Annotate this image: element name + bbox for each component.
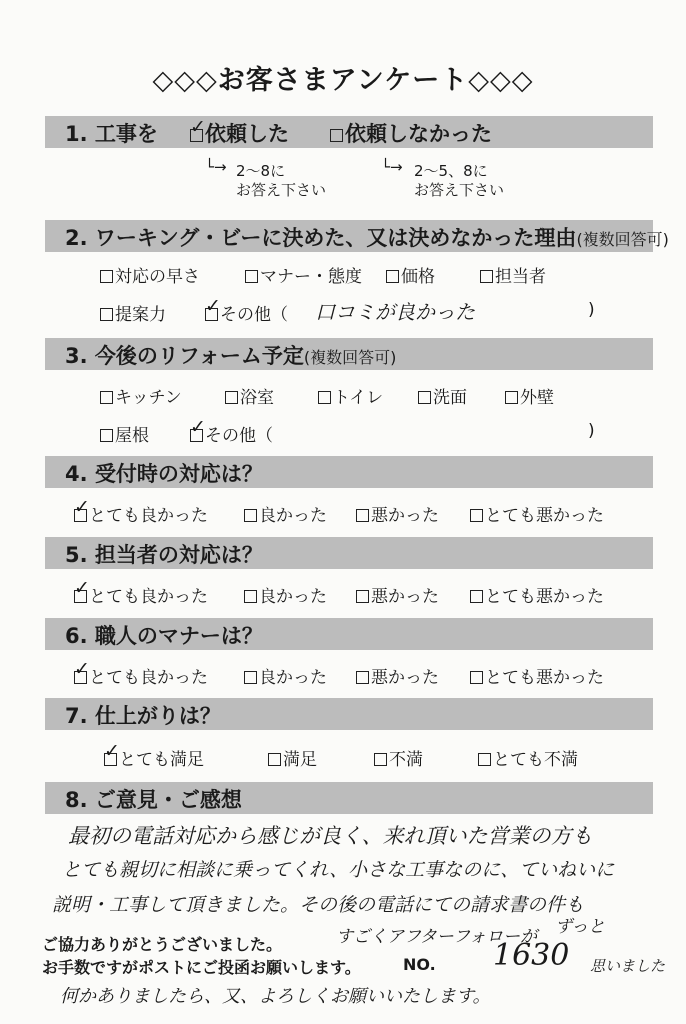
- page-title: ◇◇◇お客さまアンケート◇◇◇: [152, 65, 534, 96]
- q7-options: [0, 740, 686, 770]
- q2-options: [0, 262, 686, 332]
- q1-sub2: 2〜5、8に お答え下さい: [414, 162, 505, 199]
- q6-bar: [45, 618, 653, 650]
- q4-option-very-good[interactable]: ✓ とても良かった: [74, 496, 208, 526]
- q3-options: [0, 383, 686, 446]
- comment-line-1: 最初の電話対応から感じが良く、来れ頂いた営業の方も: [68, 824, 593, 848]
- footer-request: お手数ですがポストにご投函お願いします。: [42, 958, 361, 977]
- comment-line-4b: ずっと: [555, 917, 605, 937]
- q6-option[interactable]: 悪かった: [356, 663, 439, 688]
- checkbox[interactable]: [386, 270, 399, 283]
- q2-option-other[interactable]: ✓ その他（: [205, 295, 288, 325]
- q2-handwritten: 口コミが良かった: [315, 300, 475, 324]
- checkbox[interactable]: [356, 590, 369, 603]
- checkbox[interactable]: [478, 753, 491, 766]
- q2-bar: [45, 220, 669, 252]
- checkbox[interactable]: [356, 509, 369, 522]
- q1-option-requested[interactable]: ✓ 依頼した: [190, 116, 289, 146]
- checkbox[interactable]: [470, 671, 483, 684]
- checkbox[interactable]: [244, 671, 257, 684]
- checkbox-checked[interactable]: [74, 496, 90, 522]
- arrow-icon: └→: [205, 158, 227, 176]
- checkbox-checked[interactable]: [74, 658, 90, 684]
- checkbox[interactable]: [225, 391, 238, 404]
- checkbox-checked[interactable]: [190, 116, 206, 142]
- q3-option[interactable]: トイレ: [318, 383, 383, 408]
- q6-option-very-good[interactable]: ✓ とても良かった: [74, 658, 208, 688]
- q4-option[interactable]: とても悪かった: [470, 501, 604, 526]
- q4-options: [0, 496, 686, 526]
- q2-label: 2. ワーキング・ビーに決めた、又は決めなかった理由(複数回答可): [65, 226, 669, 250]
- checkbox[interactable]: [505, 391, 518, 404]
- q7-label: 7. 仕上がりは？: [65, 704, 221, 728]
- q3-option[interactable]: キッチン: [100, 383, 182, 408]
- checkbox-checked[interactable]: [104, 740, 120, 766]
- check-mark-icon: ✓: [74, 577, 90, 599]
- checkbox-checked[interactable]: [74, 577, 90, 603]
- q5-bar: [45, 537, 653, 569]
- q5-option[interactable]: 良かった: [244, 582, 327, 607]
- close-paren: ): [588, 421, 595, 441]
- q8-bar: [45, 782, 653, 814]
- comment-line-5: 思いました: [590, 957, 666, 975]
- checkbox[interactable]: [480, 270, 493, 283]
- checkbox[interactable]: [100, 391, 113, 404]
- q2-option[interactable]: 提案力: [100, 300, 166, 325]
- checkbox-checked[interactable]: [190, 416, 206, 442]
- q3-label: 3. 今後のリフォーム予定(複数回答可): [65, 344, 397, 368]
- q6-label: 6. 職人のマナーは？: [65, 624, 263, 648]
- checkbox[interactable]: [356, 671, 369, 684]
- q4-bar: [45, 456, 653, 488]
- q2-option[interactable]: マナー・態度: [245, 262, 362, 287]
- footer-thanks: ご協力ありがとうございました。: [42, 935, 283, 954]
- q3-bar: [45, 338, 653, 370]
- check-mark-icon: ✓: [104, 740, 120, 762]
- q7-option[interactable]: 不満: [374, 745, 423, 770]
- checkbox[interactable]: [470, 509, 483, 522]
- close-paren: ): [588, 300, 595, 320]
- comment-line-2: とても親切に相談に乗ってくれ、小さな工事なのに、ていねいに: [62, 859, 615, 881]
- q3-option[interactable]: 屋根: [100, 421, 149, 446]
- q2-option[interactable]: 担当者: [480, 262, 546, 287]
- checkbox[interactable]: [100, 270, 113, 283]
- q3-option[interactable]: 外壁: [505, 383, 554, 408]
- q2-option[interactable]: 対応の早さ: [100, 262, 200, 287]
- check-mark-icon: ✓: [190, 116, 206, 138]
- q3-option[interactable]: 洗面: [418, 383, 467, 408]
- checkbox[interactable]: [244, 590, 257, 603]
- q3-option[interactable]: 浴室: [225, 383, 274, 408]
- q7-bar: [45, 698, 653, 730]
- footer-no-label: NO.: [403, 955, 436, 974]
- checkbox-checked[interactable]: [205, 295, 221, 321]
- comment-line-6: 何かありましたら、又、よろしくお願いいたします。: [60, 986, 491, 1007]
- check-mark-icon: ✓: [74, 658, 90, 680]
- q4-option[interactable]: 良かった: [244, 501, 327, 526]
- q1-label: 1. 工事を: [65, 122, 158, 146]
- checkbox[interactable]: [244, 509, 257, 522]
- checkbox[interactable]: [470, 590, 483, 603]
- checkbox[interactable]: [330, 129, 343, 142]
- check-mark-icon: ✓: [190, 416, 206, 438]
- check-mark-icon: ✓: [74, 496, 90, 518]
- q7-option[interactable]: とても不満: [478, 745, 578, 770]
- checkbox[interactable]: [318, 391, 331, 404]
- q4-option[interactable]: 悪かった: [356, 501, 439, 526]
- comment-line-4: すごくアフターフォローが: [336, 927, 538, 947]
- check-mark-icon: ✓: [205, 295, 221, 317]
- q5-option[interactable]: とても悪かった: [470, 582, 604, 607]
- survey-number: 1630: [493, 938, 570, 973]
- q8-label: 8. ご意見・ご感想: [65, 788, 242, 812]
- q6-option[interactable]: 良かった: [244, 663, 327, 688]
- q7-option[interactable]: 満足: [268, 745, 317, 770]
- q1-option-not-requested[interactable]: 依頼しなかった: [330, 118, 492, 148]
- comment-line-3: 説明・工事して頂きました。その後の電話にての請求書の件も: [52, 894, 585, 916]
- q1-bar: [45, 116, 653, 148]
- q4-label: 4. 受付時の対応は？: [65, 462, 263, 486]
- q7-option-very-satisfied[interactable]: ✓ とても満足: [104, 740, 204, 770]
- q5-options: [0, 577, 686, 607]
- q3-option-other[interactable]: ✓ その他（: [190, 416, 273, 446]
- q2-option[interactable]: 価格: [386, 262, 435, 287]
- q1-sub1: 2〜8に お答え下さい: [236, 162, 327, 199]
- q6-option[interactable]: とても悪かった: [470, 663, 604, 688]
- checkbox[interactable]: [245, 270, 258, 283]
- arrow-icon: └→: [381, 158, 403, 176]
- checkbox[interactable]: [418, 391, 431, 404]
- q5-option-very-good[interactable]: ✓ とても良かった: [74, 577, 208, 607]
- checkbox[interactable]: [100, 308, 113, 321]
- checkbox[interactable]: [100, 429, 113, 442]
- checkbox[interactable]: [268, 753, 281, 766]
- q6-options: [0, 658, 686, 688]
- q5-option[interactable]: 悪かった: [356, 582, 439, 607]
- q5-label: 5. 担当者の対応は？: [65, 543, 263, 567]
- checkbox[interactable]: [374, 753, 387, 766]
